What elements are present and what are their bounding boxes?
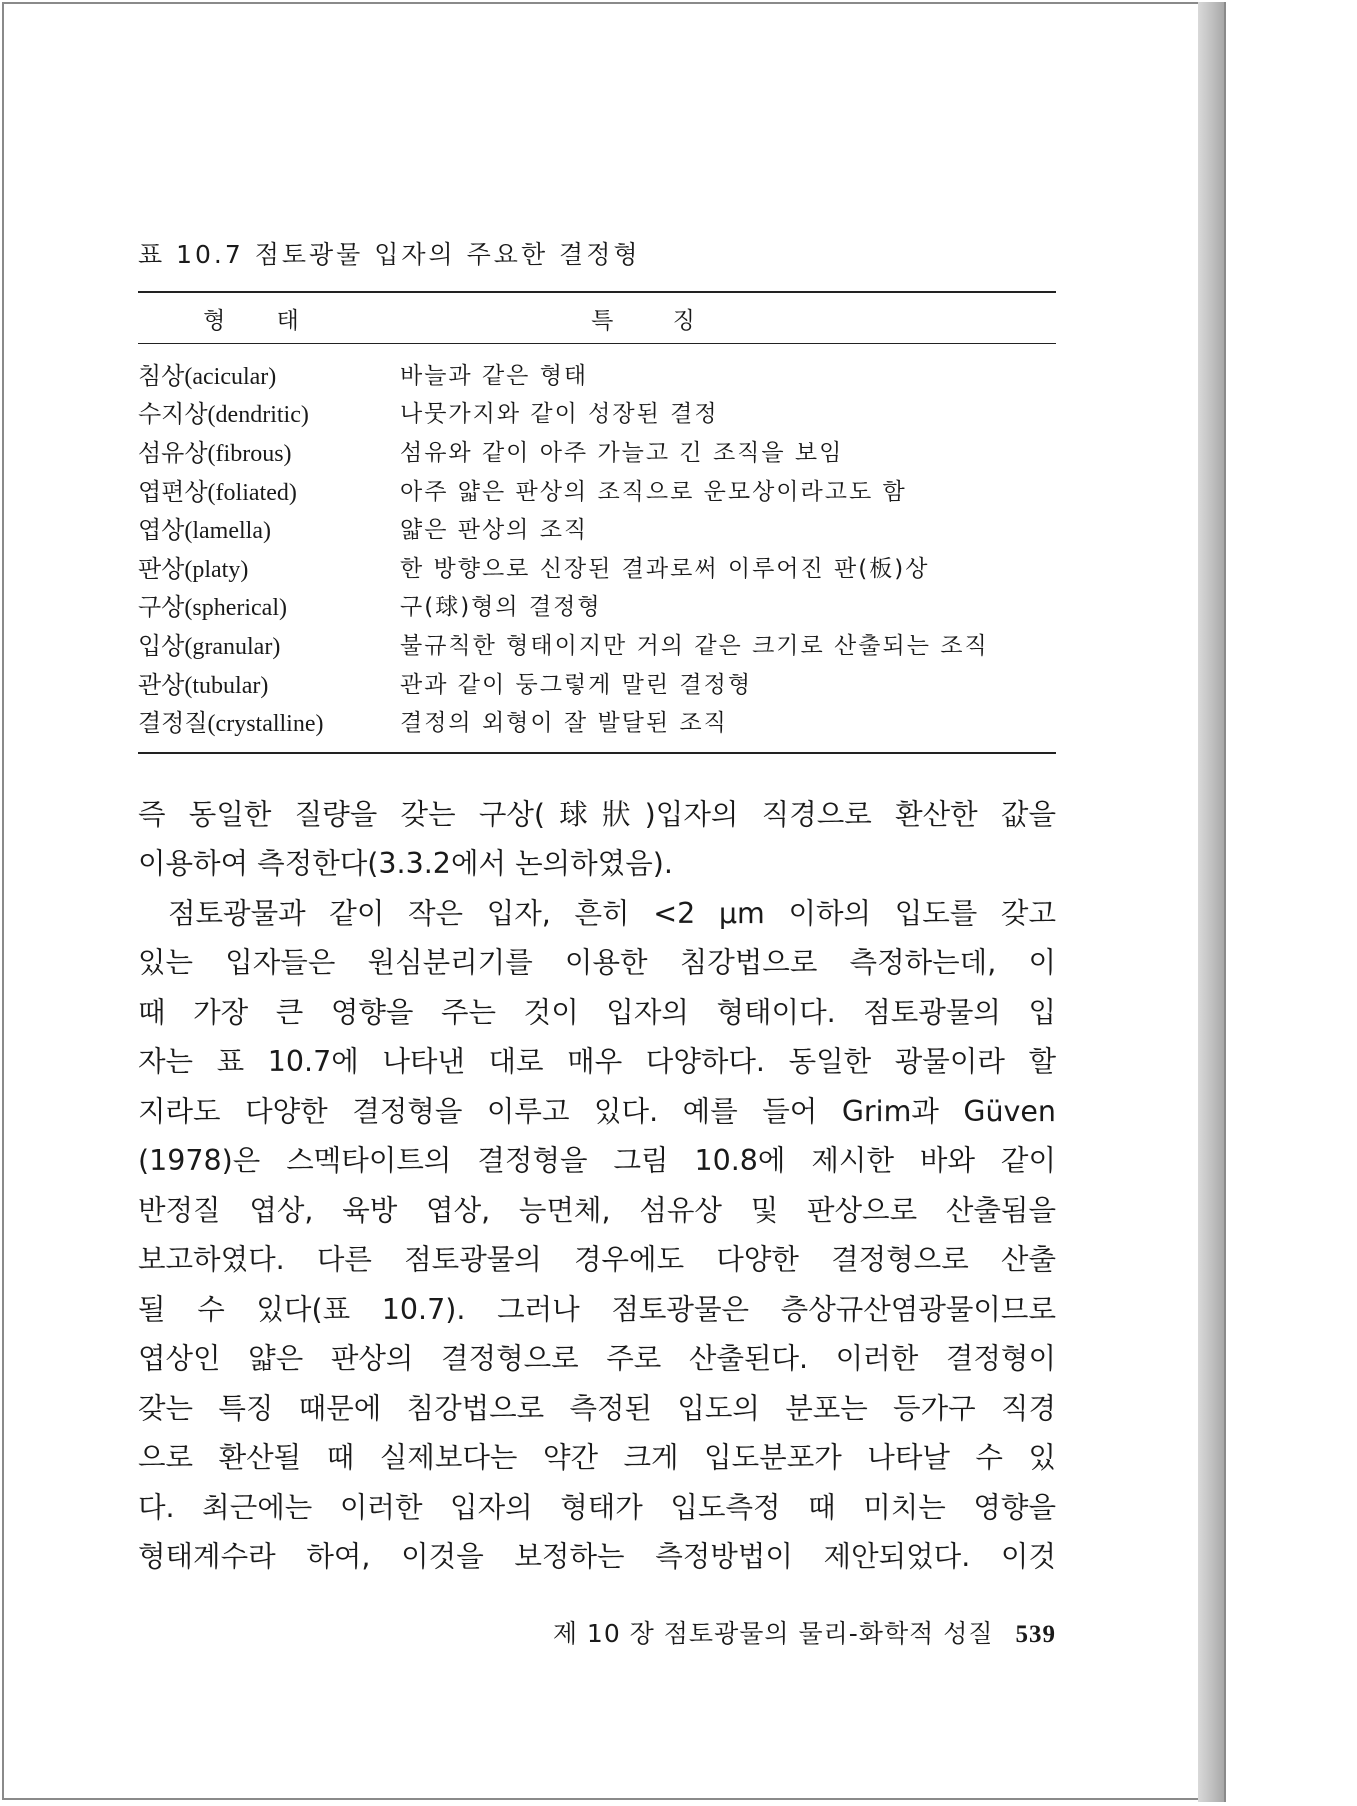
header-form: 형 태 bbox=[203, 307, 321, 334]
row-form: 엽편상(foliated) bbox=[138, 479, 297, 506]
table-body bbox=[138, 344, 1056, 752]
body-paragraphs bbox=[138, 790, 1056, 1582]
table-row bbox=[138, 431, 1056, 470]
chapter-title: 제 10 장 점토광물의 물리-화학적 성질 bbox=[552, 1619, 994, 1648]
row-feature: 관과 같이 둥그렇게 말린 결정형 bbox=[400, 671, 753, 698]
table-row bbox=[138, 393, 1056, 432]
body-line: (1978)은 스멕타이트의 결정형을 그림 10.8에 제시한 바와 같이 bbox=[138, 1144, 1056, 1178]
row-form: 엽상(lamella) bbox=[138, 518, 271, 545]
table-row bbox=[138, 586, 1056, 625]
row-feature: 결정의 외형이 잘 발달된 조직 bbox=[400, 710, 728, 737]
body-line: 될 수 있다(표 10.7). 그러나 점토광물은 층상규산염광물이므로 bbox=[138, 1292, 1056, 1326]
row-feature: 얇은 판상의 조직 bbox=[400, 517, 589, 544]
body-line: 엽상인 얇은 판상의 결정형으로 주로 산출된다. 이러한 결정형이 bbox=[138, 1342, 1056, 1376]
row-feature: 섬유와 같이 아주 가늘고 긴 조직을 보임 bbox=[400, 439, 844, 466]
body-line: 이용하여 측정한다(3.3.2에서 논의하였음). bbox=[138, 847, 673, 881]
table-header bbox=[138, 293, 1056, 343]
body-line: 으로 환산될 때 실제보다는 약간 크게 입도분포가 나타날 수 있 bbox=[138, 1441, 1056, 1475]
body-line: 지라도 다양한 결정형을 이루고 있다. 예를 들어 Grim과 Güven bbox=[138, 1094, 1056, 1128]
table-row bbox=[138, 663, 1056, 702]
table-row bbox=[138, 624, 1056, 663]
body-line: 때 가장 큰 영향을 주는 것이 입자의 형태이다. 점토광물의 입 bbox=[138, 995, 1056, 1029]
row-form: 구상(spherical) bbox=[138, 595, 287, 622]
row-form: 수지상(dendritic) bbox=[138, 402, 309, 429]
row-feature: 불규칙한 형태이지만 거의 같은 크기로 산출되는 조직 bbox=[400, 632, 989, 659]
body-line: 다. 최근에는 이러한 입자의 형태가 입도측정 때 미치는 영향을 bbox=[138, 1490, 1056, 1524]
row-feature: 아주 얇은 판상의 조직으로 운모상이라고도 함 bbox=[400, 478, 907, 505]
running-footer bbox=[520, 1614, 1056, 1650]
body-line: 즉 동일한 질량을 갖는 구상(球狀)입자의 직경으로 환산한 값을 bbox=[138, 797, 1056, 831]
page-content bbox=[138, 235, 1056, 1582]
page-edge bbox=[1198, 2, 1226, 1802]
row-feature: 나뭇가지와 같이 성장된 결정 bbox=[400, 401, 719, 428]
table-row bbox=[138, 547, 1056, 586]
row-feature: 한 방향으로 신장된 결과로써 이루어진 판(板)상 bbox=[400, 555, 930, 582]
body-line: 갖는 특징 때문에 침강법으로 측정된 입도의 분포는 등가구 직경 bbox=[138, 1391, 1056, 1425]
table-row bbox=[138, 701, 1056, 740]
table-caption: 표 10.7 점토광물 입자의 주요한 결정형 bbox=[138, 240, 641, 269]
header-feature: 특 징 bbox=[591, 307, 721, 334]
row-form: 침상(acicular) bbox=[138, 363, 277, 390]
table-row bbox=[138, 354, 1056, 393]
page-number: 539 bbox=[1015, 1621, 1056, 1648]
body-line: 형태계수라 하여, 이것을 보정하는 측정방법이 제안되었다. 이것 bbox=[138, 1540, 1056, 1574]
row-feature: 바늘과 같은 형태 bbox=[400, 362, 589, 389]
row-form: 판상(platy) bbox=[138, 556, 249, 583]
table-row bbox=[138, 508, 1056, 547]
row-form: 입상(granular) bbox=[138, 633, 281, 660]
body-line: 점토광물과 같이 작은 입자, 흔히 <2 μm 이하의 입도를 갖고 bbox=[168, 896, 1056, 930]
body-line: 자는 표 10.7에 나타낸 대로 매우 다양하다. 동일한 광물이라 할 bbox=[138, 1045, 1056, 1079]
row-form: 관상(tubular) bbox=[138, 672, 269, 699]
body-line: 보고하였다. 다른 점토광물의 경우에도 다양한 결정형으로 산출 bbox=[138, 1243, 1056, 1277]
row-form: 결정질(crystalline) bbox=[138, 711, 324, 738]
table-row bbox=[138, 470, 1056, 509]
table-bottom-rule bbox=[138, 752, 1056, 754]
row-form: 섬유상(fibrous) bbox=[138, 440, 292, 467]
body-line: 반정질 엽상, 육방 엽상, 능면체, 섬유상 및 판상으로 산출됨을 bbox=[138, 1193, 1056, 1227]
body-line: 있는 입자들은 원심분리기를 이용한 침강법으로 측정하는데, 이 bbox=[138, 946, 1056, 980]
row-feature: 구(球)형의 결정형 bbox=[400, 594, 602, 621]
